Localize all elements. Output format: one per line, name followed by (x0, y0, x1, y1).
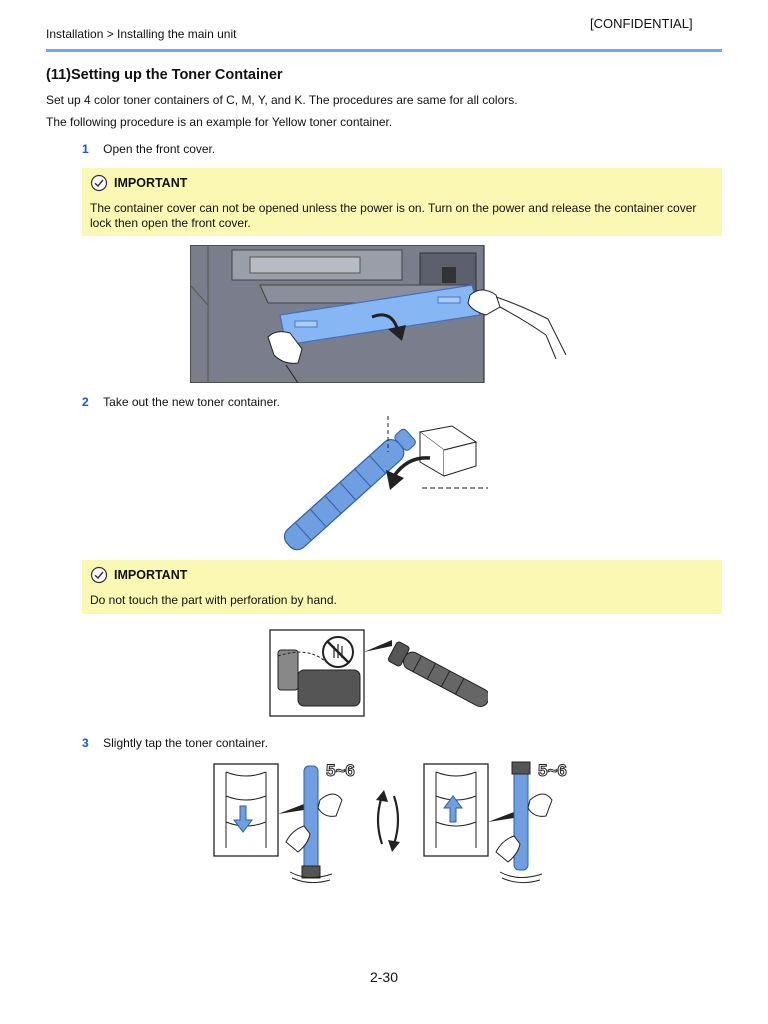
step-text: Open the front cover. (103, 142, 216, 156)
confidential-label: [CONFIDENTIAL] (590, 16, 693, 31)
important-label: IMPORTANT (114, 568, 188, 582)
section-title: (11)Setting up the Toner Container (46, 67, 283, 83)
step-text: Slightly tap the toner container. (103, 736, 268, 750)
toner-from-box-illustration (282, 412, 492, 552)
check-circle-icon (90, 174, 108, 192)
important-label: IMPORTANT (114, 176, 188, 190)
important-note-2 (82, 560, 722, 614)
header-divider (46, 49, 722, 52)
important-text: Do not touch the part with perforation by hand. (90, 593, 337, 607)
breadcrumb: Installation > Installing the main unit (46, 27, 237, 41)
tap-count-label-left: 5~6 (326, 761, 355, 780)
step-number: 3 (82, 736, 89, 750)
no-touch-illustration (268, 626, 488, 722)
intro-text-2: The following procedure is an example for Yellow toner container. (46, 115, 393, 129)
step-2 (82, 393, 280, 411)
tap-count-label-right: 5~6 (538, 761, 567, 780)
page-number: 2-30 (369, 969, 399, 985)
tap-toner-illustration (212, 760, 582, 890)
step-number: 1 (82, 142, 89, 156)
important-text: The container cover can not be opened unless the power is on. Turn on the power and release the container cover lock then open the front cover. (90, 201, 697, 230)
important-note-1 (82, 168, 722, 236)
check-circle-icon (90, 566, 108, 584)
step-number: 2 (82, 395, 89, 409)
step-1 (82, 140, 215, 158)
intro-text-1: Set up 4 color toner containers of C, M, Y, and K. The procedures are same for all colors. (46, 93, 518, 107)
front-cover-illustration (190, 245, 586, 383)
step-3 (82, 734, 268, 752)
step-text: Take out the new toner container. (103, 395, 280, 409)
